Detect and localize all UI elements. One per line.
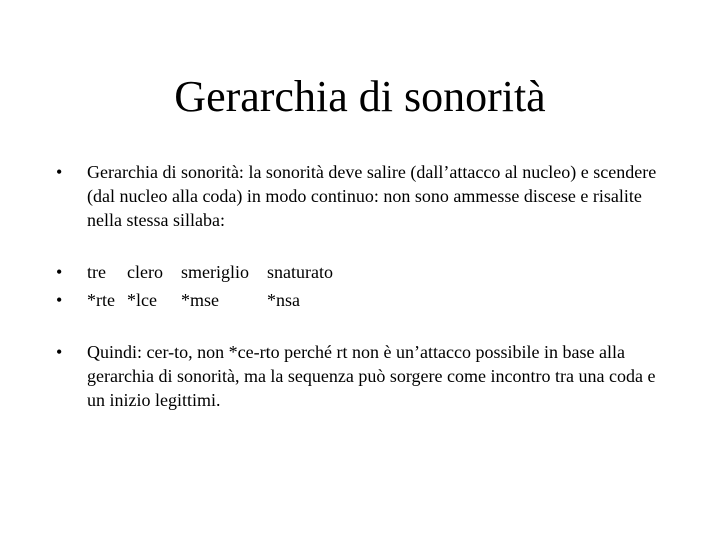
example-word: clero <box>127 262 163 282</box>
example-word: smeriglio <box>181 262 249 282</box>
example-word: snaturato <box>267 262 333 282</box>
example-word: *lce <box>127 290 157 310</box>
example-word: tre <box>87 262 106 282</box>
bullet-text-definition: Gerarchia di sonorità: la sonorità deve salire (dall’attacco al nucleo) e scendere (dal nucleo alla coda) in modo continuo: non sono ammesse discese e risalite nella stessa sillaba: <box>87 162 657 230</box>
bullet-marker: • <box>56 162 63 182</box>
example-word: *nsa <box>267 290 300 310</box>
bullet-marker: • <box>56 262 63 282</box>
invalid-examples-line <box>87 288 666 312</box>
bullet-list <box>56 160 666 412</box>
bullet-marker: • <box>56 342 63 362</box>
bullet-item-invalid-examples <box>56 288 666 312</box>
valid-examples-line <box>87 260 666 284</box>
bullet-item-valid-examples <box>56 260 666 284</box>
bullet-item-definition <box>56 160 666 232</box>
bullet-marker: • <box>56 290 63 310</box>
bullet-text-conclusion: Quindi: cer-to, non *ce-rto perché rt non è un’attacco possibile in base alla gerarchia di sonorità, ma la sequenza può sorgere come incontro tra una coda e un inizio legittimi. <box>87 342 656 410</box>
example-word: *rte <box>87 290 115 310</box>
bullet-item-conclusion <box>56 340 666 412</box>
example-word: *mse <box>181 290 219 310</box>
slide-title: Gerarchia di sonorità <box>174 72 546 121</box>
